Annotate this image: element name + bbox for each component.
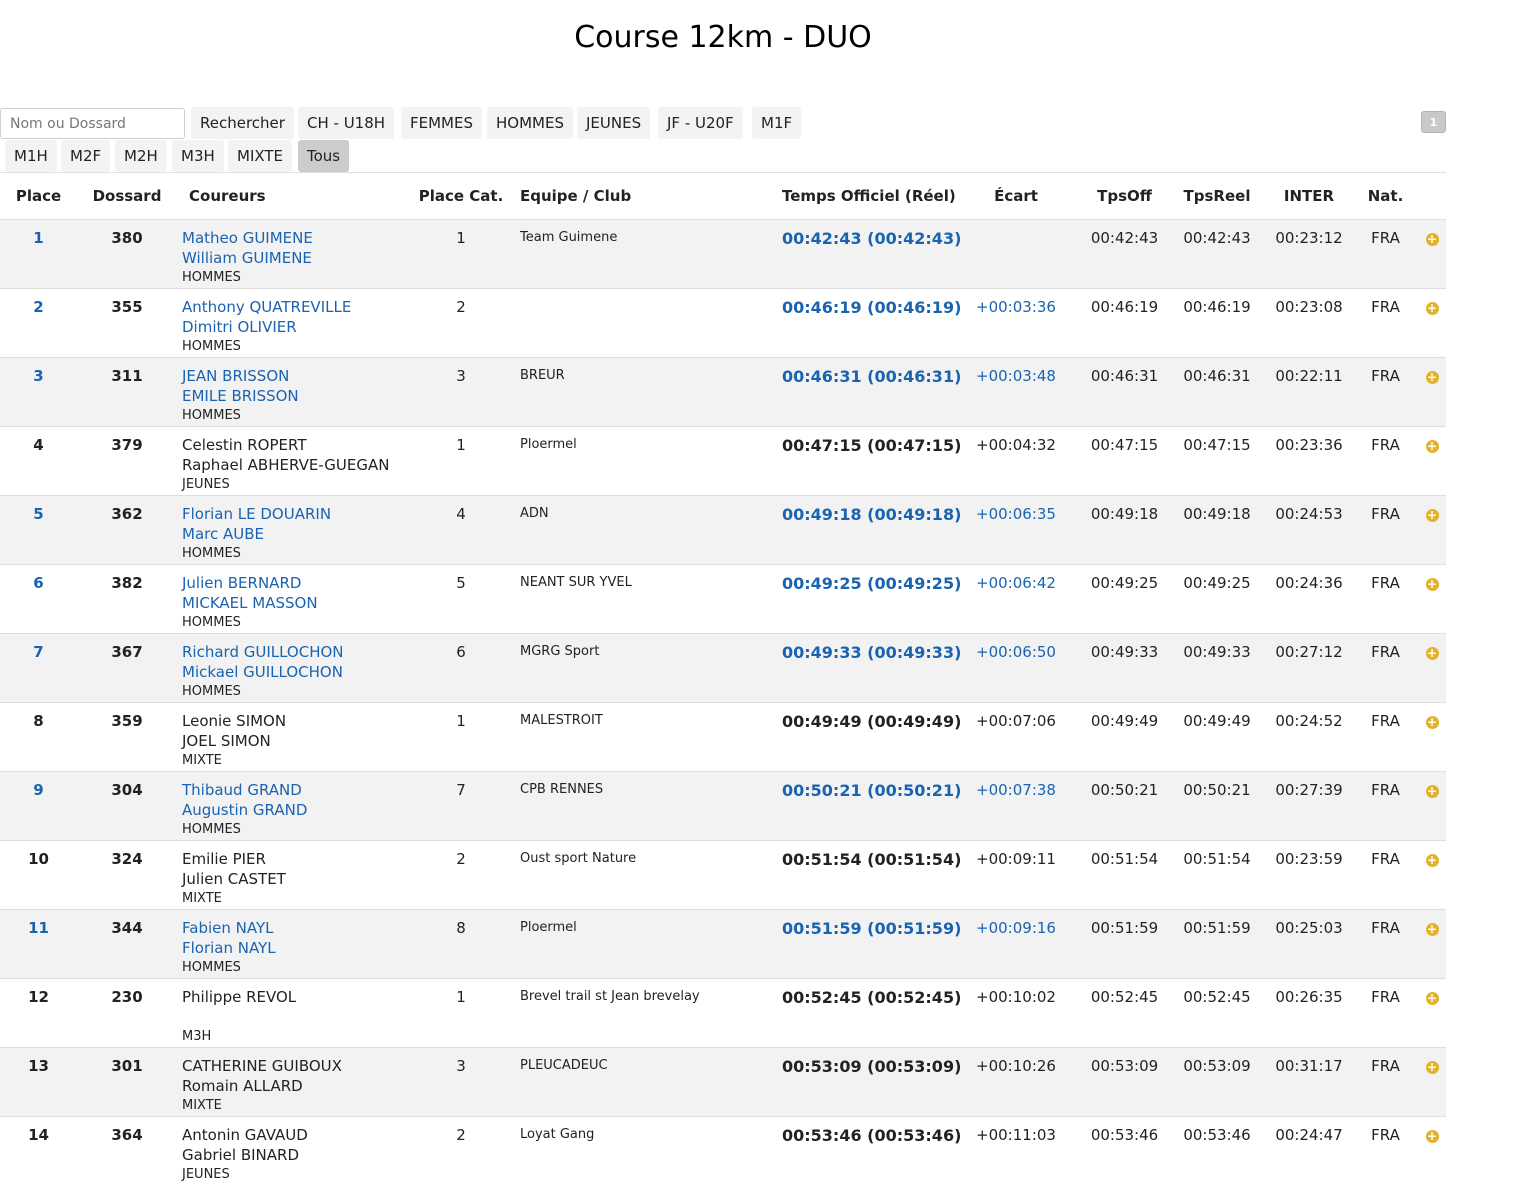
cell-details bbox=[1418, 220, 1446, 289]
cell-temps-officiel: 00:42:43 (00:42:43) bbox=[782, 220, 952, 289]
cell-ecart: +00:10:26 bbox=[952, 1048, 1080, 1117]
cell-nat: FRA bbox=[1353, 1048, 1418, 1117]
cell-dossard: 304 bbox=[77, 772, 177, 841]
runner-name-2[interactable]: Mickael GUILLOCHON bbox=[182, 662, 402, 682]
cell-place-cat: 3 bbox=[402, 1048, 520, 1117]
cell-details bbox=[1418, 979, 1446, 1048]
cell-ecart bbox=[952, 220, 1080, 289]
cell-runners bbox=[177, 427, 402, 496]
cell-nat: FRA bbox=[1353, 634, 1418, 703]
cell-tpsreel: 00:46:31 bbox=[1169, 358, 1265, 427]
cell-details bbox=[1418, 1048, 1446, 1117]
cell-place[interactable]: 5 bbox=[0, 496, 77, 565]
cell-inter: 00:24:52 bbox=[1265, 703, 1353, 772]
cell-inter: 00:26:35 bbox=[1265, 979, 1353, 1048]
filter-hommes[interactable]: HOMMES bbox=[487, 107, 573, 139]
cell-dossard: 324 bbox=[77, 841, 177, 910]
cell-details bbox=[1418, 841, 1446, 910]
cell-place-cat: 7 bbox=[402, 772, 520, 841]
cell-place-cat: 2 bbox=[402, 1117, 520, 1185]
runner-category: MIXTE bbox=[182, 751, 402, 771]
cell-club: Oust sport Nature bbox=[520, 841, 782, 910]
runner-category: M3H bbox=[182, 1027, 402, 1047]
cell-runners bbox=[177, 703, 402, 772]
cell-tpsreel: 00:42:43 bbox=[1169, 220, 1265, 289]
cell-ecart: +00:04:32 bbox=[952, 427, 1080, 496]
cell-runners bbox=[177, 1117, 402, 1185]
cell-runners bbox=[177, 772, 402, 841]
cell-runners bbox=[177, 496, 402, 565]
plus-circle-icon[interactable]: + bbox=[1426, 371, 1439, 384]
filter-jeunes[interactable]: JEUNES bbox=[577, 107, 650, 139]
cell-club: MALESTROIT bbox=[520, 703, 782, 772]
runner-category: JEUNES bbox=[182, 1165, 402, 1185]
cell-nat: FRA bbox=[1353, 220, 1418, 289]
cell-details bbox=[1418, 289, 1446, 358]
page-title: Course 12km - DUO bbox=[0, 20, 1446, 56]
cell-tpsoff: 00:50:21 bbox=[1080, 772, 1169, 841]
cell-inter: 00:24:36 bbox=[1265, 565, 1353, 634]
cell-tpsoff: 00:51:54 bbox=[1080, 841, 1169, 910]
cell-place: 10 bbox=[0, 841, 77, 910]
plus-circle-icon[interactable]: + bbox=[1426, 992, 1439, 1005]
cell-dossard: 230 bbox=[77, 979, 177, 1048]
table-row[interactable] bbox=[0, 634, 1446, 703]
col-tpsoff[interactable]: TpsOff bbox=[1080, 173, 1169, 220]
cell-dossard: 344 bbox=[77, 910, 177, 979]
cell-runners bbox=[177, 1048, 402, 1117]
runner-name-1[interactable]: Thibaud GRAND bbox=[182, 780, 402, 800]
runner-name-2: Gabriel BINARD bbox=[182, 1145, 402, 1165]
cell-nat: FRA bbox=[1353, 496, 1418, 565]
cell-ecart: +00:07:38 bbox=[952, 772, 1080, 841]
cell-runners bbox=[177, 220, 402, 289]
runner-category: HOMMES bbox=[182, 820, 402, 840]
cell-ecart: +00:03:36 bbox=[952, 289, 1080, 358]
filter-m1f[interactable]: M1F bbox=[752, 107, 801, 139]
cell-tpsoff: 00:53:09 bbox=[1080, 1048, 1169, 1117]
cell-club: Loyat Gang bbox=[520, 1117, 782, 1185]
cell-temps-officiel: 00:46:19 (00:46:19) bbox=[782, 289, 952, 358]
cell-temps-officiel: 00:52:45 (00:52:45) bbox=[782, 979, 952, 1048]
runner-name-2[interactable]: William GUIMENE bbox=[182, 248, 402, 268]
cell-ecart: +00:03:48 bbox=[952, 358, 1080, 427]
cell-dossard: 311 bbox=[77, 358, 177, 427]
cell-nat: FRA bbox=[1353, 910, 1418, 979]
cell-details bbox=[1418, 703, 1446, 772]
cell-place-cat: 1 bbox=[402, 703, 520, 772]
cell-club: Team Guimene bbox=[520, 220, 782, 289]
cell-club: Brevel trail st Jean brevelay bbox=[520, 979, 782, 1048]
cell-inter: 00:24:53 bbox=[1265, 496, 1353, 565]
runner-category: HOMMES bbox=[182, 544, 402, 564]
plus-circle-icon[interactable]: + bbox=[1426, 233, 1439, 246]
cell-place: 14 bbox=[0, 1117, 77, 1185]
cell-runners bbox=[177, 841, 402, 910]
cell-ecart: +00:06:35 bbox=[952, 496, 1080, 565]
cell-ecart: +00:07:06 bbox=[952, 703, 1080, 772]
table-row[interactable] bbox=[0, 772, 1446, 841]
runner-name-2[interactable]: Dimitri OLIVIER bbox=[182, 317, 402, 337]
cell-tpsoff: 00:49:25 bbox=[1080, 565, 1169, 634]
cell-place-cat: 2 bbox=[402, 841, 520, 910]
cell-ecart: +00:06:42 bbox=[952, 565, 1080, 634]
cell-nat: FRA bbox=[1353, 358, 1418, 427]
cell-details bbox=[1418, 634, 1446, 703]
table-row[interactable] bbox=[0, 703, 1446, 772]
filter-m3h[interactable]: M3H bbox=[172, 140, 224, 172]
cell-place[interactable]: 1 bbox=[0, 220, 77, 289]
cell-place[interactable]: 11 bbox=[0, 910, 77, 979]
col-ecart[interactable]: Écart bbox=[952, 173, 1080, 220]
table-row[interactable] bbox=[0, 841, 1446, 910]
table-row[interactable] bbox=[0, 910, 1446, 979]
col-temps-officiel[interactable]: Temps Officiel (Réel) bbox=[782, 173, 952, 220]
cell-nat: FRA bbox=[1353, 772, 1418, 841]
runner-name-2: Romain ALLARD bbox=[182, 1076, 402, 1096]
filter-mixte[interactable]: MIXTE bbox=[228, 140, 292, 172]
cell-runners bbox=[177, 358, 402, 427]
cell-inter: 00:27:12 bbox=[1265, 634, 1353, 703]
cell-temps-officiel: 00:49:49 (00:49:49) bbox=[782, 703, 952, 772]
cell-place: 4 bbox=[0, 427, 77, 496]
plus-circle-icon[interactable]: + bbox=[1426, 1130, 1439, 1143]
runner-name-2: JOEL SIMON bbox=[182, 731, 402, 751]
cell-tpsoff: 00:49:49 bbox=[1080, 703, 1169, 772]
cell-details bbox=[1418, 1117, 1446, 1185]
runner-name-2[interactable]: Marc AUBE bbox=[182, 524, 402, 544]
filter-femmes[interactable]: FEMMES bbox=[401, 107, 482, 139]
cell-dossard: 380 bbox=[77, 220, 177, 289]
runner-name-2[interactable]: Augustin GRAND bbox=[182, 800, 402, 820]
cell-place-cat: 1 bbox=[402, 427, 520, 496]
filter-m2h[interactable]: M2H bbox=[115, 140, 167, 172]
cell-temps-officiel: 00:50:21 (00:50:21) bbox=[782, 772, 952, 841]
cell-place: 8 bbox=[0, 703, 77, 772]
cell-ecart: +00:10:02 bbox=[952, 979, 1080, 1048]
table-row[interactable] bbox=[0, 358, 1446, 427]
cell-tpsreel: 00:46:19 bbox=[1169, 289, 1265, 358]
table-row[interactable] bbox=[0, 565, 1446, 634]
runner-name-2[interactable]: MICKAEL MASSON bbox=[182, 593, 402, 613]
runner-name-1[interactable]: JEAN BRISSON bbox=[182, 366, 402, 386]
runner-name-1: CATHERINE GUIBOUX bbox=[182, 1056, 402, 1076]
cell-place[interactable]: 9 bbox=[0, 772, 77, 841]
runner-name-1: Leonie SIMON bbox=[182, 711, 402, 731]
runner-name-1[interactable]: Richard GUILLOCHON bbox=[182, 642, 402, 662]
cell-dossard: 362 bbox=[77, 496, 177, 565]
runner-name-1[interactable]: Florian LE DOUARIN bbox=[182, 504, 402, 524]
cell-temps-officiel: 00:47:15 (00:47:15) bbox=[782, 427, 952, 496]
cell-club: Ploermel bbox=[520, 910, 782, 979]
plus-circle-icon[interactable]: + bbox=[1426, 509, 1439, 522]
cell-details bbox=[1418, 496, 1446, 565]
cell-ecart: +00:09:16 bbox=[952, 910, 1080, 979]
cell-club: BREUR bbox=[520, 358, 782, 427]
cell-nat: FRA bbox=[1353, 1117, 1418, 1185]
runner-category: HOMMES bbox=[182, 613, 402, 633]
cell-dossard: 382 bbox=[77, 565, 177, 634]
cell-place-cat: 5 bbox=[402, 565, 520, 634]
table-row[interactable] bbox=[0, 1048, 1446, 1117]
runner-name-1[interactable]: Fabien NAYL bbox=[182, 918, 402, 938]
cell-inter: 00:22:11 bbox=[1265, 358, 1353, 427]
cell-tpsreel: 00:51:54 bbox=[1169, 841, 1265, 910]
cell-tpsreel: 00:47:15 bbox=[1169, 427, 1265, 496]
cell-dossard: 359 bbox=[77, 703, 177, 772]
pagination-current-page[interactable]: 1 bbox=[1421, 111, 1446, 133]
cell-club: Ploermel bbox=[520, 427, 782, 496]
col-place-cat[interactable]: Place Cat. bbox=[402, 173, 520, 220]
plus-circle-icon[interactable]: + bbox=[1426, 716, 1439, 729]
cell-tpsreel: 00:53:09 bbox=[1169, 1048, 1265, 1117]
table-row[interactable] bbox=[0, 496, 1446, 565]
cell-nat: FRA bbox=[1353, 289, 1418, 358]
cell-tpsoff: 00:47:15 bbox=[1080, 427, 1169, 496]
plus-circle-icon[interactable]: + bbox=[1426, 1061, 1439, 1074]
cell-details bbox=[1418, 910, 1446, 979]
cell-tpsreel: 00:51:59 bbox=[1169, 910, 1265, 979]
cell-temps-officiel: 00:51:54 (00:51:54) bbox=[782, 841, 952, 910]
cell-tpsoff: 00:42:43 bbox=[1080, 220, 1169, 289]
cell-dossard: 364 bbox=[77, 1117, 177, 1185]
cell-temps-officiel: 00:49:33 (00:49:33) bbox=[782, 634, 952, 703]
cell-tpsreel: 00:52:45 bbox=[1169, 979, 1265, 1048]
cell-inter: 00:27:39 bbox=[1265, 772, 1353, 841]
cell-tpsoff: 00:46:19 bbox=[1080, 289, 1169, 358]
search-button[interactable]: Rechercher bbox=[191, 107, 294, 139]
cell-temps-officiel: 00:46:31 (00:46:31) bbox=[782, 358, 952, 427]
cell-place-cat: 1 bbox=[402, 220, 520, 289]
table-row[interactable] bbox=[0, 427, 1446, 496]
runner-name-1: Celestin ROPERT bbox=[182, 435, 402, 455]
cell-runners bbox=[177, 289, 402, 358]
runner-name-1[interactable]: Julien BERNARD bbox=[182, 573, 402, 593]
plus-circle-icon[interactable]: + bbox=[1426, 923, 1439, 936]
table-row[interactable] bbox=[0, 979, 1446, 1048]
cell-place: 12 bbox=[0, 979, 77, 1048]
runner-category: MIXTE bbox=[182, 889, 402, 909]
cell-tpsoff: 00:49:33 bbox=[1080, 634, 1169, 703]
cell-inter: 00:24:47 bbox=[1265, 1117, 1353, 1185]
cell-inter: 00:23:59 bbox=[1265, 841, 1353, 910]
plus-circle-icon[interactable]: + bbox=[1426, 302, 1439, 315]
plus-circle-icon[interactable]: + bbox=[1426, 578, 1439, 591]
runner-category: HOMMES bbox=[182, 406, 402, 426]
runner-name-1: Antonin GAVAUD bbox=[182, 1125, 402, 1145]
cell-place-cat: 4 bbox=[402, 496, 520, 565]
runner-name-1: Emilie PIER bbox=[182, 849, 402, 869]
col-inter[interactable]: INTER bbox=[1265, 173, 1353, 220]
cell-place: 13 bbox=[0, 1048, 77, 1117]
cell-tpsoff: 00:46:31 bbox=[1080, 358, 1169, 427]
runner-name-2 bbox=[182, 1007, 402, 1027]
runner-name-1[interactable]: Matheo GUIMENE bbox=[182, 228, 402, 248]
filter-ch-u18h[interactable]: CH - U18H bbox=[298, 107, 394, 139]
cell-temps-officiel: 00:49:18 (00:49:18) bbox=[782, 496, 952, 565]
cell-temps-officiel: 00:53:46 (00:53:46) bbox=[782, 1117, 952, 1185]
table-header bbox=[0, 173, 1446, 220]
plus-circle-icon[interactable]: + bbox=[1426, 440, 1439, 453]
cell-club: CPB RENNES bbox=[520, 772, 782, 841]
cell-inter: 00:25:03 bbox=[1265, 910, 1353, 979]
cell-dossard: 367 bbox=[77, 634, 177, 703]
col-nat[interactable]: Nat. bbox=[1353, 173, 1418, 220]
col-coureurs[interactable]: Coureurs bbox=[177, 173, 402, 220]
cell-tpsreel: 00:50:21 bbox=[1169, 772, 1265, 841]
cell-ecart: +00:11:03 bbox=[952, 1117, 1080, 1185]
cell-club: MGRG Sport bbox=[520, 634, 782, 703]
cell-place[interactable]: 6 bbox=[0, 565, 77, 634]
cell-dossard: 355 bbox=[77, 289, 177, 358]
cell-runners bbox=[177, 979, 402, 1048]
runner-name-1: Philippe REVOL bbox=[182, 987, 402, 1007]
plus-circle-icon[interactable]: + bbox=[1426, 854, 1439, 867]
filter-row-1 bbox=[0, 107, 1446, 140]
cell-club bbox=[520, 289, 782, 358]
cell-place-cat: 8 bbox=[402, 910, 520, 979]
cell-nat: FRA bbox=[1353, 703, 1418, 772]
cell-tpsoff: 00:52:45 bbox=[1080, 979, 1169, 1048]
cell-tpsreel: 00:49:49 bbox=[1169, 703, 1265, 772]
filter-m1h[interactable]: M1H bbox=[5, 140, 57, 172]
runner-name-2: Raphael ABHERVE-GUEGAN bbox=[182, 455, 402, 475]
cell-club: NEANT SUR YVEL bbox=[520, 565, 782, 634]
results-table bbox=[0, 172, 1446, 1185]
cell-details bbox=[1418, 772, 1446, 841]
col-place[interactable]: Place bbox=[0, 173, 77, 220]
runner-name-2[interactable]: Florian NAYL bbox=[182, 938, 402, 958]
cell-ecart: +00:09:11 bbox=[952, 841, 1080, 910]
cell-runners bbox=[177, 634, 402, 703]
col-details bbox=[1418, 173, 1446, 220]
filter-m2f[interactable]: M2F bbox=[61, 140, 110, 172]
table-row[interactable] bbox=[0, 289, 1446, 358]
table-row[interactable] bbox=[0, 1117, 1446, 1185]
cell-nat: FRA bbox=[1353, 427, 1418, 496]
cell-temps-officiel: 00:53:09 (00:53:09) bbox=[782, 1048, 952, 1117]
cell-nat: FRA bbox=[1353, 565, 1418, 634]
runner-category: HOMMES bbox=[182, 958, 402, 978]
cell-ecart: +00:06:50 bbox=[952, 634, 1080, 703]
cell-inter: 00:31:17 bbox=[1265, 1048, 1353, 1117]
runner-category: JEUNES bbox=[182, 475, 402, 495]
runner-category: HOMMES bbox=[182, 682, 402, 702]
cell-tpsoff: 00:51:59 bbox=[1080, 910, 1169, 979]
runner-name-2: Julien CASTET bbox=[182, 869, 402, 889]
cell-dossard: 301 bbox=[77, 1048, 177, 1117]
cell-place-cat: 3 bbox=[402, 358, 520, 427]
cell-place[interactable]: 7 bbox=[0, 634, 77, 703]
table-row[interactable] bbox=[0, 220, 1446, 289]
cell-inter: 00:23:12 bbox=[1265, 220, 1353, 289]
runner-category: HOMMES bbox=[182, 337, 402, 357]
cell-details bbox=[1418, 427, 1446, 496]
cell-temps-officiel: 00:49:25 (00:49:25) bbox=[782, 565, 952, 634]
runner-category: MIXTE bbox=[182, 1096, 402, 1116]
cell-runners bbox=[177, 910, 402, 979]
cell-runners bbox=[177, 565, 402, 634]
runner-name-1[interactable]: Anthony QUATREVILLE bbox=[182, 297, 402, 317]
cell-tpsreel: 00:53:46 bbox=[1169, 1117, 1265, 1185]
cell-tpsoff: 00:49:18 bbox=[1080, 496, 1169, 565]
plus-circle-icon[interactable]: + bbox=[1426, 647, 1439, 660]
search-input[interactable] bbox=[0, 108, 185, 139]
filter-row-2 bbox=[0, 140, 1446, 173]
cell-temps-officiel: 00:51:59 (00:51:59) bbox=[782, 910, 952, 979]
runner-name-2[interactable]: EMILE BRISSON bbox=[182, 386, 402, 406]
cell-inter: 00:23:36 bbox=[1265, 427, 1353, 496]
cell-tpsreel: 00:49:18 bbox=[1169, 496, 1265, 565]
cell-club: ADN bbox=[520, 496, 782, 565]
cell-tpsreel: 00:49:25 bbox=[1169, 565, 1265, 634]
col-dossard[interactable]: Dossard bbox=[77, 173, 177, 220]
cell-tpsoff: 00:53:46 bbox=[1080, 1117, 1169, 1185]
col-club[interactable]: Equipe / Club bbox=[520, 173, 782, 220]
cell-dossard: 379 bbox=[77, 427, 177, 496]
filter-jf-u20f[interactable]: JF - U20F bbox=[658, 107, 743, 139]
runner-category: HOMMES bbox=[182, 268, 402, 288]
cell-tpsreel: 00:49:33 bbox=[1169, 634, 1265, 703]
cell-nat: FRA bbox=[1353, 841, 1418, 910]
cell-place-cat: 6 bbox=[402, 634, 520, 703]
cell-place-cat: 1 bbox=[402, 979, 520, 1048]
plus-circle-icon[interactable]: + bbox=[1426, 785, 1439, 798]
cell-details bbox=[1418, 565, 1446, 634]
cell-club: PLEUCADEUC bbox=[520, 1048, 782, 1117]
filter-bar bbox=[0, 107, 1446, 173]
cell-inter: 00:23:08 bbox=[1265, 289, 1353, 358]
col-tpsreel[interactable]: TpsReel bbox=[1169, 173, 1265, 220]
cell-place-cat: 2 bbox=[402, 289, 520, 358]
cell-details bbox=[1418, 358, 1446, 427]
cell-nat: FRA bbox=[1353, 979, 1418, 1048]
filter-tous[interactable]: Tous bbox=[298, 140, 349, 172]
cell-place[interactable]: 3 bbox=[0, 358, 77, 427]
cell-place[interactable]: 2 bbox=[0, 289, 77, 358]
